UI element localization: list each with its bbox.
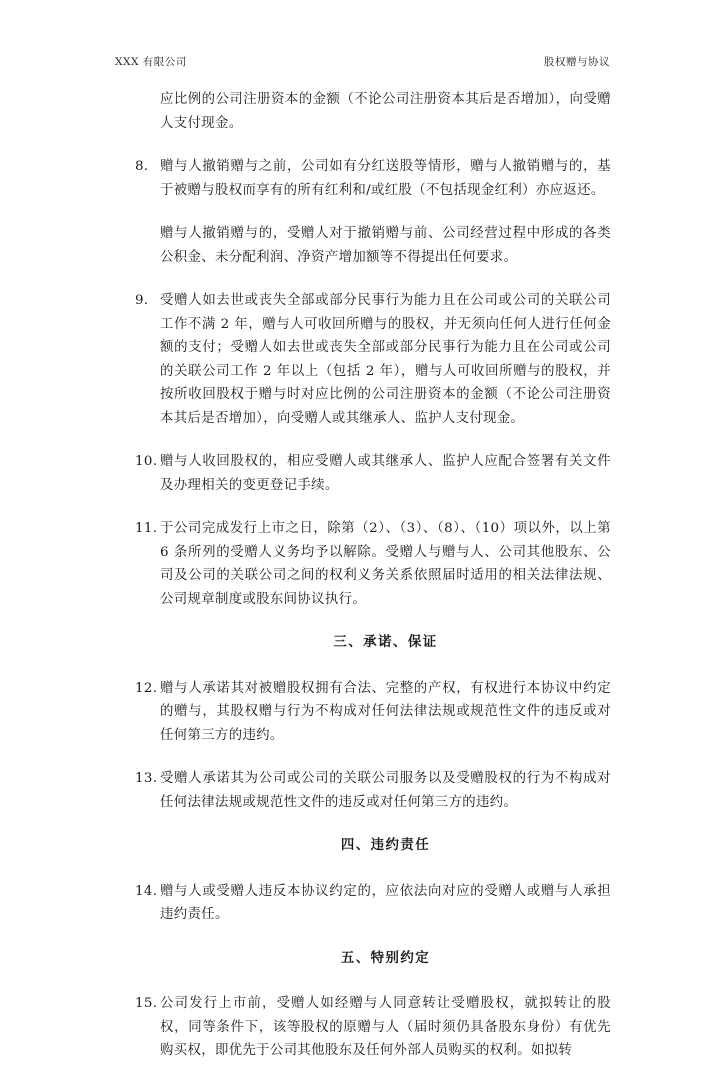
page-header <box>115 54 610 69</box>
clause-number: 8. <box>135 159 149 174</box>
clause-8 <box>135 155 611 202</box>
clause-text: 赠与人收回股权的，相应受赠人或其继承人、监护人应配合签署有关文件及办理相关的变更登记手续。 <box>160 454 611 493</box>
section-heading-liability: 四、违约责任 <box>340 837 431 853</box>
clause-text: 受赠人承诺其为公司或公司的关联公司服务以及受赠股权的行为不构成对任何法律法规或规范性文件的违反或对任何第三方的违约。 <box>160 771 611 810</box>
clause-text: 赠与人或受赠人违反本协议约定的，应依法向对应的受赠人或赠与人承担违约责任。 <box>160 883 611 922</box>
clause-text: 赠与人承诺其对被赠股权拥有合法、完整的产权，有权进行本协议中约定的赠与，其股权赠与行为不构成对任何法律法规或规范性文件的违反或对任何第三方的违约。 <box>160 680 611 743</box>
header-company: XXX 有限公司 <box>115 56 187 68</box>
clause-number: 12. <box>135 680 158 696</box>
clause-9 <box>135 289 611 430</box>
clause-number: 10. <box>135 454 158 469</box>
clause-10 <box>135 450 611 497</box>
clause-8-sub-paragraph: 赠与人撤销赠与的，受赠人对于撤销赠与前、公司经营过程中形成的各类公积金、未分配利润、净资产增加额等不得提出任何要求。 <box>160 226 611 265</box>
clause-number: 15. <box>135 996 158 1011</box>
clause-text: 于公司完成发行上市之日，除第（2）、（3）、（8）、（10）项以外，以上第 6 条所列的受赠人义务均予以解除。受赠人与赠与人、公司其他股东、公司及公司的关联公司之间的权利义务关系依照届时适用的相关法律法规、公司规章制度或股东间协议执行。 <box>160 521 611 607</box>
continuation-paragraph: 应比例的公司注册资本的金额（不论公司注册资本其后是否增加），向受赠人支付现金。 <box>160 92 611 131</box>
clause-text: 公司发行上市前，受赠人如经赠与人同意转让受赠股权，就拟转让的股权，同等条件下，该等股权的原赠与人（届时须仍具备股东身份）有优先购买权，即优先于公司其他股东及任何外部人员购买的权利。如拟转 <box>160 996 611 1058</box>
clause-number: 9. <box>135 293 149 308</box>
section-heading-commitments: 三、承诺、保证 <box>333 634 438 650</box>
clause-13 <box>135 767 611 814</box>
section-heading-special: 五、特别约定 <box>340 949 431 966</box>
clause-14 <box>135 880 611 927</box>
clause-text: 赠与人撤销赠与之前，公司如有分红送股等情形，赠与人撤销赠与的，基于被赠与股权而享有的所有红利和/或红股（不包括现金红利）亦应返还。 <box>160 159 611 198</box>
header-doc-title: 股权赠与协议 <box>544 56 610 68</box>
document-body <box>135 88 611 1083</box>
clause-12 <box>135 677 611 748</box>
clause-text: 受赠人如去世或丧失全部或部分民事行为能力且在公司或公司的关联公司工作不满 2 年，赠与人可收回所赠与的股权，并无须向任何人进行任何金额的支付；受赠人如去世或丧失全部或部分民事行为能力且在公司或公司的关联公司工作 2 年以上（包括 2 年），赠与人可收回所赠与的股权，并按所收回股权于赠与时对应比例的公司注册资本的金额（不论公司注册资本其后是否增加），向受赠人或其继承人、监护人支付现金。 <box>160 293 611 426</box>
clause-number: 14. <box>135 883 158 899</box>
clause-15 <box>135 992 611 1063</box>
clause-11 <box>135 517 611 611</box>
clause-number: 11. <box>135 521 158 536</box>
clause-number: 13. <box>135 771 158 786</box>
